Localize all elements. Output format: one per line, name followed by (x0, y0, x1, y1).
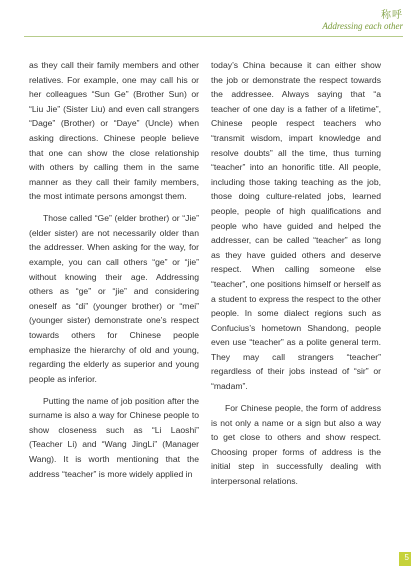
page-header (0, 0, 419, 42)
paragraph: Putting the name of job position after the surname is also a way for Chinese people to show closeness such as “Li Laoshi” (Teacher Li) and “Wang JingLi” (Manager Wang). It is worth mentioning that the address “teacher” is more widely applied in (29, 395, 199, 479)
paragraph: today’s China because it can either show the job or demonstrate the respect towards the addressee. Always saying that “a teacher of one day is a father of a lifetime”, Chinese people respect teachers who “transmit wisdom, impart knowledge and resolve doubts” all the time, thus turning “teacher” into an honorific title. All people, including those taking teaching as the job, those doing culture-related jobs, learned people, people of high qualifications and people who have guided and helped the addresser, can be called “teacher” as long as they have guided others and deserve respect. When calling someone else “teacher”, one positions himself or herself as a student to express the respect to the other people. In some dialect regions such as Confucius’s hometown Shandong, people even use “teacher” as a polite general term. They may call strangers “teacher” regardless of their jobs instead of “sir” or “madam”. (211, 60, 381, 392)
paragraph: as they call their family members and other relatives. For example, one may call his or her colleagues “Sun Ge” (Brother Sun) or “Liu Jie” (Sister Liu) and even call strangers “Dage” (Brother) or “Daye” (Uncle) when asking directions. Chinese people believe that one can show the close relationship with others by calling them in the same manner as they call their family members, the most intimate persons amongst them. (29, 60, 199, 202)
left-column (29, 58, 199, 481)
header-title-chinese: 称呼 (381, 10, 403, 21)
header-divider (24, 36, 403, 37)
header-title-english: Addressing each other (322, 21, 403, 31)
right-column (211, 58, 381, 489)
paragraph: Those called “Ge” (elder brother) or “Jie” (elder sister) are not necessarily older than the addresser. When asking for the way, for example, you can call others “ge” or “jie” without knowing their age. Addressing others as “ge” or “jie” and considering oneself as “di” (younger brother) or “mei” (younger sister) demonstrate one’s respect towards others for Chinese people emphasize the hierarchy of old and young, regarding the elderly as superior and young people as inferior. (29, 213, 199, 384)
paragraph: For Chinese people, the form of address is not only a name or a sign but also a way to get close to others and show respect. Choosing proper forms of address is the initial step in successfully dealing with interpersonal relations. (211, 402, 381, 486)
page-number: 5 (404, 553, 409, 562)
